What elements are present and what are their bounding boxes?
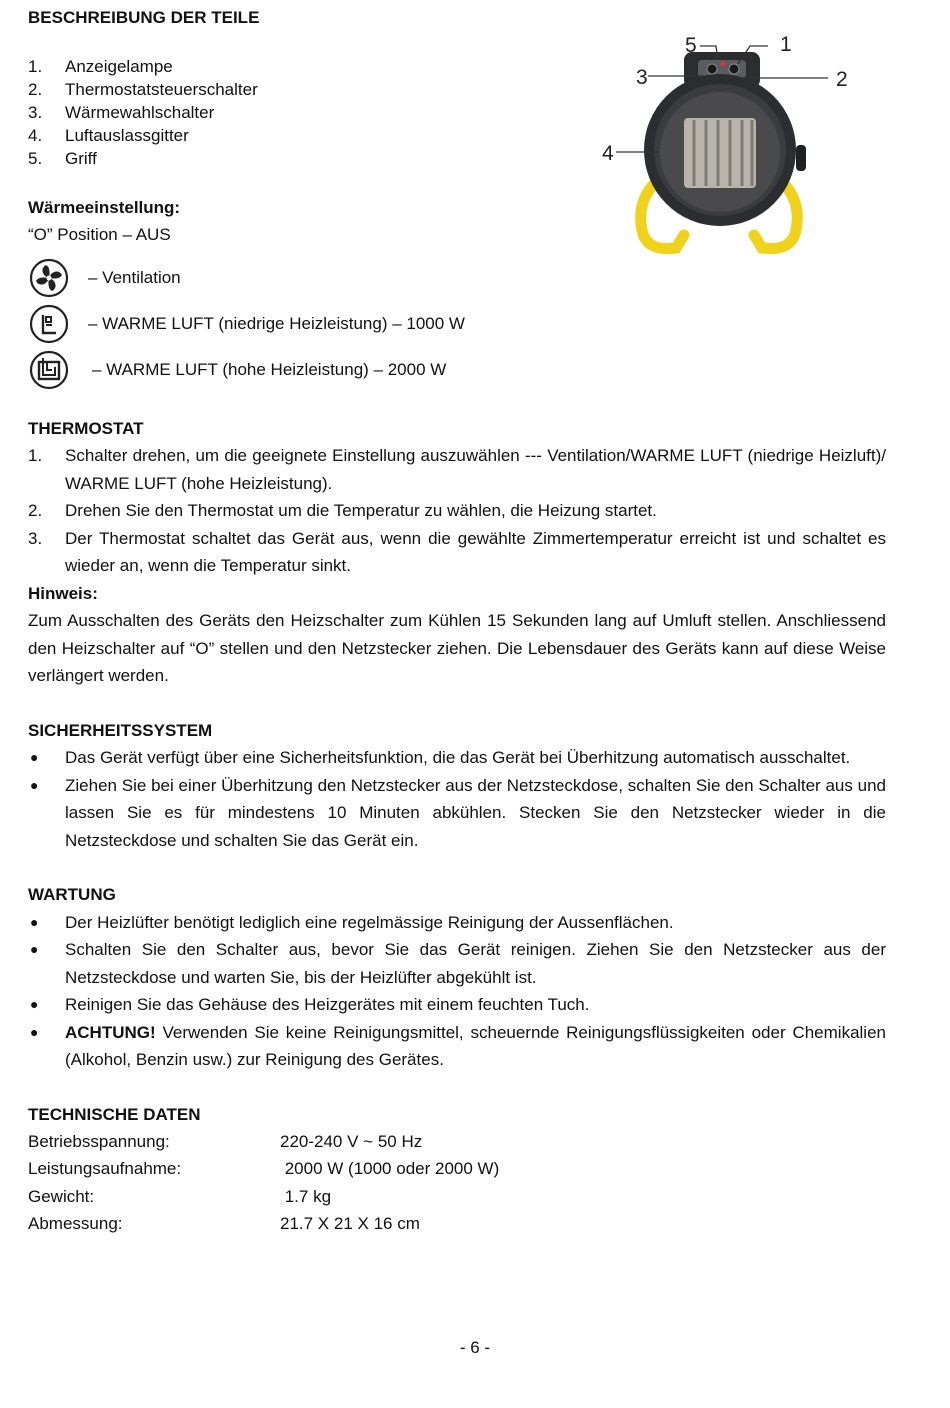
bullet-icon: ● — [30, 749, 39, 766]
warning-text: Verwenden Sie keine Reinigungsmittel, scheuernde Reinigungsflüssigkeiten oder Chemikalien (Alkohol, Benzin usw.) zur Reinigung des Gerätes. — [65, 1022, 886, 1070]
note-text: Zum Ausschalten des Geräts den Heizschalter zum Kühlen 15 Sekunden lang auf Umluft stellen. Anschliessend den Heizschalter auf “O” stellen und den Netzstecker ziehen. Die Lebensdauer des Geräts kann auf diese Weise verlängert werden. — [28, 611, 886, 686]
spec-value: 21.7 X 21 X 16 cm — [280, 1213, 420, 1233]
item-text: Wärmewahlschalter — [65, 102, 215, 122]
item-number: 1. — [28, 446, 43, 466]
maintenance-item — [28, 991, 886, 1019]
callout-4: 4 — [602, 142, 614, 165]
thermostat-item — [28, 525, 886, 580]
callout-5: 5 — [685, 34, 697, 57]
specs-row — [28, 1210, 886, 1237]
item-text: Luftauslassgitter — [65, 126, 189, 146]
spec-label: Leistungsaufnahme: — [28, 1159, 182, 1179]
item-text: Reinigen Sie das Gehäuse des Heizgerätes mit einem feuchten Tuch. — [65, 995, 590, 1015]
spec-value: 220-240 V ~ 50 Hz — [280, 1132, 423, 1152]
item-number: 5. — [28, 149, 43, 169]
low-heat-icon — [28, 303, 70, 345]
item-text: Ziehen Sie bei einer Überhitzung den Netzstecker aus der Netzsteckdose, schalten Sie den Schalter aus und lassen Sie es für mindestens 10 Minuten abkühlen. Stecken Sie den Netzstecker wieder in die Netzsteckdose und schalten Sie das Gerät ein. — [65, 775, 886, 850]
bullet-icon: ● — [30, 1023, 39, 1040]
specs-row — [28, 1155, 886, 1182]
heat-off-position: “O” Position – AUS — [28, 225, 171, 245]
spec-label: Gewicht: — [28, 1186, 95, 1206]
thermostat-item — [28, 497, 886, 525]
spec-label: Abmessung: — [28, 1213, 123, 1233]
item-text: Drehen Sie den Thermostat um die Temperatur zu wählen, die Heizung startet. — [65, 501, 657, 521]
maintenance-item — [28, 936, 886, 991]
maintenance-item — [28, 909, 886, 937]
side-knob — [796, 145, 806, 171]
safety-list — [28, 744, 886, 854]
heat-heading: Wärmeeinstellung: — [28, 197, 181, 217]
heat-mode-label: – WARME LUFT (niedrige Heizleistung) – 1000 W — [88, 313, 465, 333]
heat-mode-low — [28, 303, 886, 349]
warning-label: ACHTUNG! — [65, 1022, 156, 1042]
specs-row — [28, 1128, 886, 1155]
item-text: Thermostatsteuerschalter — [65, 79, 258, 99]
item-text: Der Thermostat schaltet das Gerät aus, wenn die gewählte Zimmertemperatur erreicht ist und schaltet es wieder an, wenn die Temperatur sinkt. — [65, 528, 886, 576]
item-number: 2. — [28, 79, 43, 99]
parts-heading: BESCHREIBUNG DER TEILE — [28, 8, 260, 27]
bullet-icon: ● — [30, 996, 39, 1013]
spec-value: 1.7 kg — [280, 1186, 332, 1206]
item-number: 2. — [28, 501, 43, 521]
specs-row — [28, 1183, 886, 1210]
item-text: Schalter drehen, um die geeignete Einstellung auszuwählen --- Ventilation/WARME LUFT (niedrige Heizluft)/ WARME LUFT (hohe Heizleistung). — [65, 446, 886, 493]
bullet-icon: ● — [30, 941, 39, 958]
heater-diagram — [600, 30, 860, 270]
item-text: Schalten Sie den Schalter aus, bevor Sie das Gerät reinigen. Ziehen Sie den Netzstecker aus der Netzsteckdose und warten Sie, bis der Heizlüfter abgekühlt ist. — [65, 940, 886, 987]
spec-value: 2000 W (1000 oder 2000 W) — [280, 1159, 500, 1179]
callout-3: 3 — [636, 66, 648, 89]
page-number: - 6 - — [459, 1338, 491, 1357]
safety-item — [28, 772, 886, 855]
heat-mode-label: – Ventilation — [88, 267, 181, 287]
heat-mode-high — [28, 349, 886, 403]
item-text: Griff — [65, 149, 97, 169]
thermostat-list — [28, 442, 886, 580]
note-heading: Hinweis: — [28, 583, 98, 603]
item-number: 3. — [28, 528, 43, 548]
item-text: Anzeigelampe — [65, 56, 173, 76]
maintenance-warning — [28, 1019, 886, 1074]
spec-label: Betriebsspannung: — [28, 1132, 170, 1152]
maintenance-list — [28, 909, 886, 1074]
thermostat-knob — [729, 64, 739, 74]
callout-2: 2 — [836, 68, 848, 91]
heat-selector-knob — [707, 64, 717, 74]
high-heat-icon — [28, 349, 70, 391]
thermostat-heading: THERMOSTAT — [28, 418, 144, 438]
bullet-icon: ● — [30, 776, 39, 793]
item-number: 3. — [28, 102, 43, 122]
item-text: Das Gerät verfügt über eine Sicherheitsfunktion, die das Gerät bei Überhitzung automatisch ausschaltet. — [65, 748, 851, 768]
bullet-icon: ● — [30, 913, 39, 930]
item-text: Der Heizlüfter benötigt lediglich eine regelmässige Reinigung der Aussenflächen. — [65, 912, 674, 932]
specs-table — [28, 1128, 886, 1237]
callout-1: 1 — [780, 33, 792, 56]
safety-item — [28, 744, 886, 772]
item-number: 1. — [28, 56, 43, 76]
specs-heading: TECHNISCHE DATEN — [28, 1104, 201, 1124]
item-number: 4. — [28, 126, 43, 146]
safety-heading: SICHERHEITSSYSTEM — [28, 720, 213, 740]
indicator-lamp — [721, 62, 726, 67]
fan-icon — [28, 257, 70, 299]
maintenance-heading: WARTUNG — [28, 885, 116, 905]
thermostat-item — [28, 442, 886, 497]
heat-mode-label: – WARME LUFT (hohe Heizleistung) – 2000 W — [92, 359, 447, 379]
